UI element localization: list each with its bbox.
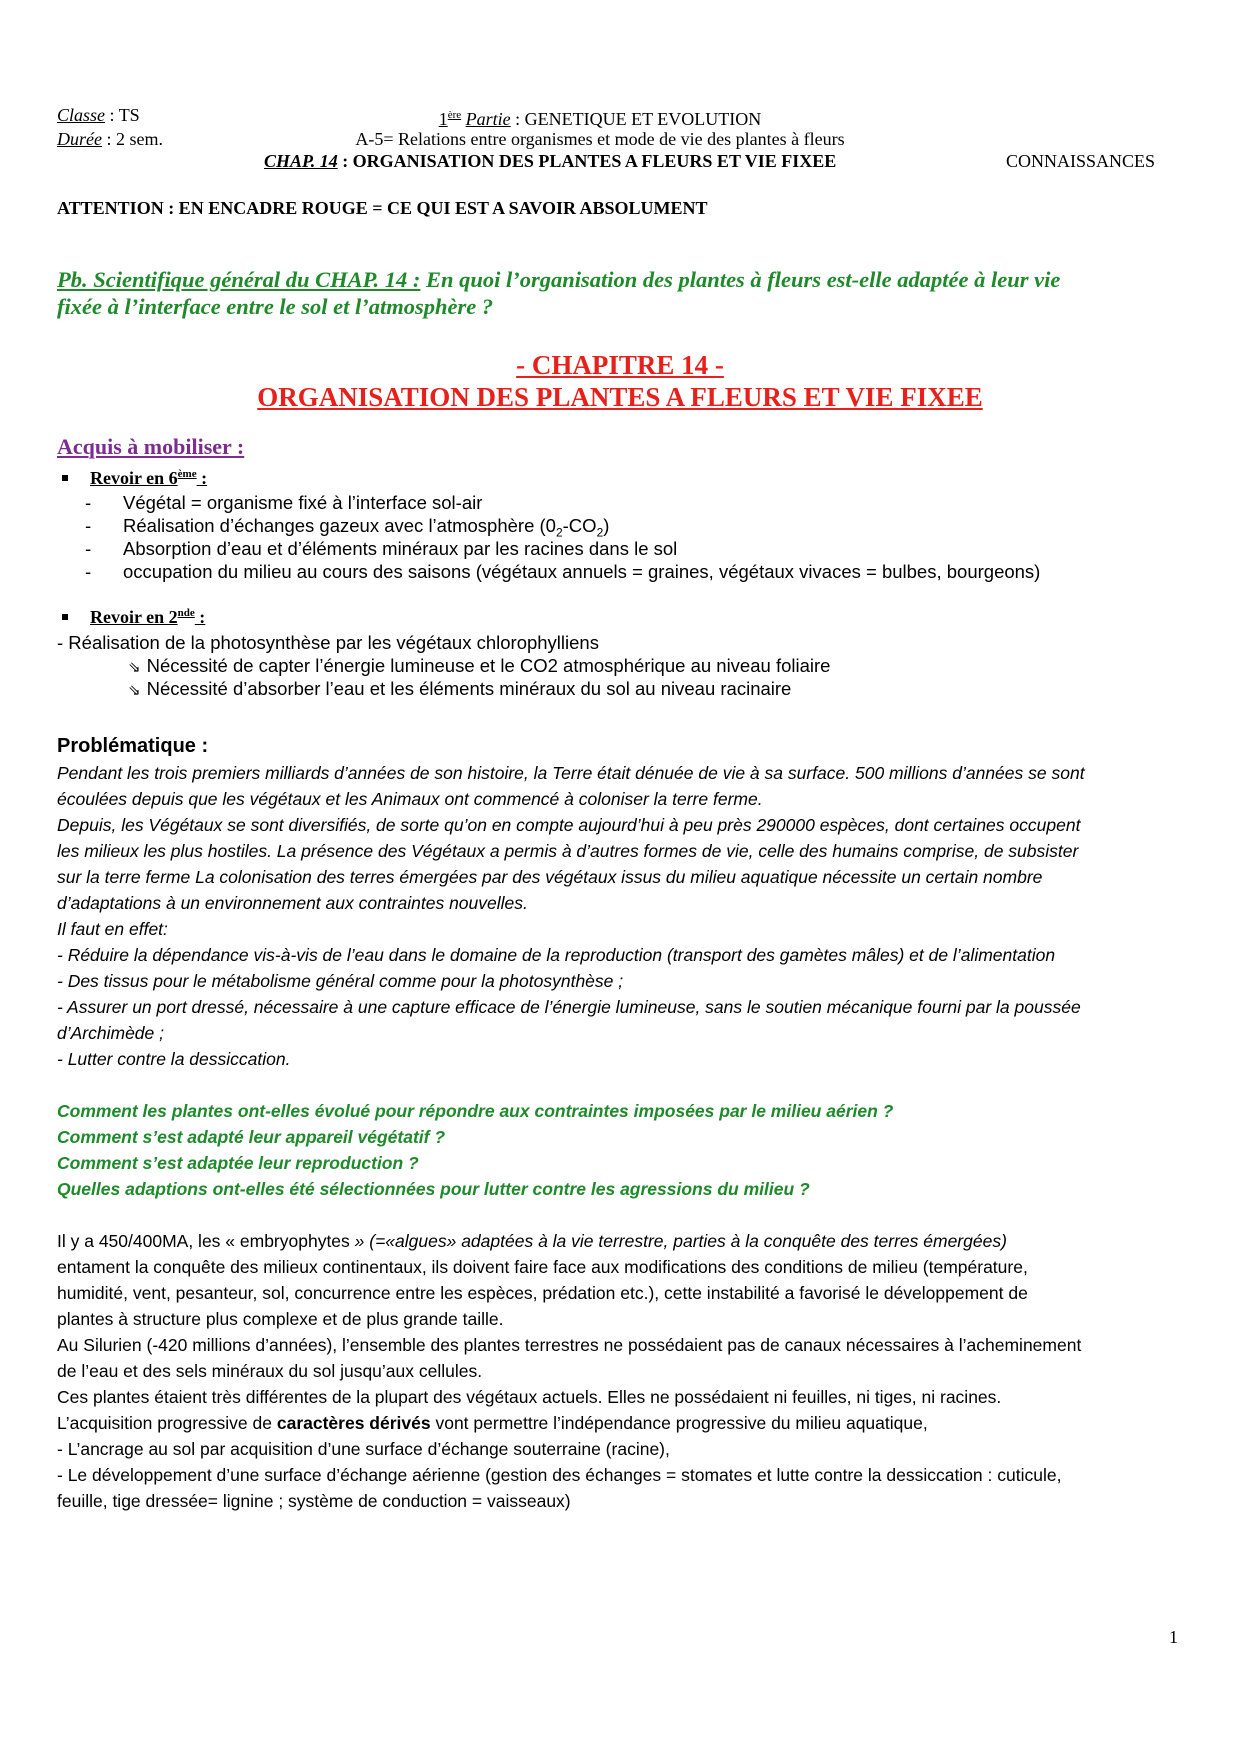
acquisition-text-end: vont permettre l’indépendance progressive du milieu aquatique,	[430, 1413, 928, 1433]
dash-bullet: -	[85, 515, 92, 536]
arrow-item-text: Nécessité de capter l’énergie lumineuse et le CO2 atmosphérique au niveau foliaire	[146, 655, 831, 676]
problematique-line: - Des tissus pour le métabolisme général comme pour la photosynthèse ;	[57, 971, 624, 991]
problematique-line: Pendant les trois premiers milliards d’années de son histoire, la Terre était dénuée de vie à sa surface. 500 millions d’années se sont	[57, 763, 1085, 783]
question-line: Quelles adaptions ont-elles été sélectionnées pour lutter contre les agressions du milieu ?	[57, 1179, 810, 1199]
photosynthese-line: - Réalisation de la photosynthèse par les végétaux chlorophylliens	[57, 632, 599, 653]
question-line: Comment s’est adaptée leur reproduction ?	[57, 1153, 419, 1173]
list-item	[0, 561, 1240, 583]
problematique-line: d’adaptations à un environnement aux contraintes nouvelles.	[57, 893, 528, 913]
hollow-arrow-icon: ⇘	[128, 659, 141, 676]
problematique-line: d’Archimède ;	[57, 1023, 164, 1043]
problematique-line: sur la terre ferme La colonisation des terres émergées par des végétaux issus du milieu aquatique nécessite un certain nombre	[57, 867, 1043, 887]
revoir-2nde-heading	[62, 607, 205, 628]
problematique-line: - Assurer un port dressé, nécessaire à une capture efficace de l’énergie lumineuse, sans le soutien mécanique fourni par la poussée	[57, 997, 1081, 1017]
co2-text: -CO	[562, 515, 597, 536]
section-heading: A-5= Relations entre organismes et mode de vie des plantes à fleurs	[355, 129, 845, 149]
classe-label: Classe	[57, 105, 106, 125]
revoir-2nde-label: Revoir en 2	[90, 607, 178, 627]
partie-label: Partie	[465, 109, 511, 129]
page-number: 1	[1169, 1627, 1178, 1647]
dash-bullet: -	[85, 492, 92, 513]
revoir-2nde-sup: nde	[177, 607, 195, 619]
revoir-6eme-colon: :	[196, 468, 208, 488]
list-item-text: Végétal = organisme fixé à l’interface sol-air	[123, 492, 483, 513]
chap-heading	[264, 150, 836, 172]
list-item	[0, 492, 1240, 514]
body-line	[57, 1410, 928, 1436]
body-line: Ces plantes étaient très différentes de la plupart des végétaux actuels. Elles ne possédaient ni feuilles, ni tiges, ni racines.	[57, 1387, 1002, 1407]
arrow-item	[128, 655, 830, 679]
attention-note: ATTENTION : EN ENCADRE ROUGE = CE QUI EST A SAVOIR ABSOLUMENT	[57, 198, 708, 218]
acquisition-text: L’acquisition progressive de	[57, 1413, 277, 1433]
arrow-item	[128, 678, 791, 702]
arrow-item-text: Nécessité d’absorber l’eau et les éléments minéraux du sol au niveau racinaire	[146, 678, 792, 699]
list-item-text: occupation du milieu au cours des saisons (végétaux annuels = graines, végétaux vivaces = bulbes, bourgeons)	[123, 561, 1041, 582]
chapter-title-line2: ORGANISATION DES PLANTES A FLEURS ET VIE FIXEE	[257, 382, 983, 412]
body-line	[57, 1228, 1007, 1254]
body-line-italic: » (=«algues» adaptées à la vie terrestre, parties à la conquête des terres émergées)	[354, 1231, 1007, 1251]
body-line: humidité, vent, pesanteur, sol, concurrence entre les espèces, prédation etc.), cette instabilité a favorisé le développement de	[57, 1283, 1028, 1303]
revoir-6eme-sup: ème	[177, 468, 197, 480]
partie-num: 1	[438, 109, 448, 129]
chap-label: CHAP. 14	[264, 151, 338, 171]
connaissances-tag: CONNAISSANCES	[1006, 151, 1156, 171]
list-item	[0, 515, 1240, 539]
dash-bullet: -	[85, 561, 92, 582]
acquis-title: Acquis à mobiliser :	[57, 434, 245, 459]
revoir-6eme-heading	[62, 468, 207, 489]
problematique-line: Il faut en effet:	[57, 919, 168, 939]
square-bullet-icon	[62, 475, 68, 481]
pb-label: Pb. Scientifique général du CHAP. 14 :	[57, 267, 421, 292]
problematique-title: Problématique :	[57, 735, 209, 757]
o2-subscript: 2	[555, 525, 563, 540]
body-line-start: Il y a 450/400MA, les « embryophytes	[57, 1231, 355, 1251]
problematique-line: - Réduire la dépendance vis-à-vis de l’eau dans le domaine de la reproduction (transport des gamètes mâles) et de l’alimentation	[57, 945, 1056, 965]
duree-label: Durée	[57, 129, 102, 149]
classe-value: : TS	[105, 105, 140, 125]
gas-close-paren: )	[603, 515, 610, 536]
body-line: - L’ancrage au sol par acquisition d’une surface d’échange souterraine (racine),	[57, 1439, 670, 1459]
body-line: entament la conquête des milieux continentaux, ils doivent faire face aux modifications des conditions de milieu (température,	[57, 1257, 1028, 1277]
partie-heading	[0, 104, 1200, 130]
body-line: - Le développement d’une surface d’échange aérienne (gestion des échanges = stomates et lutte contre la dessiccation : cuticule,	[57, 1465, 1062, 1485]
body-line: Au Silurien (-420 millions d’années), l’ensemble des plantes terrestres ne possédaient pas de canaux nécessaires à l’acheminement	[57, 1335, 1082, 1355]
square-bullet-icon	[62, 614, 68, 620]
partie-sup: ère	[447, 109, 462, 121]
chap-value: : ORGANISATION DES PLANTES A FLEURS ET VIE FIXEE	[337, 151, 837, 171]
gas-exchange-text: Réalisation d’échanges gazeux avec l’atmosphère (0	[123, 515, 556, 536]
dash-bullet: -	[85, 538, 92, 559]
hollow-arrow-icon: ⇘	[128, 682, 141, 699]
body-line: de l’eau et des sels minéraux du sol jusqu’aux cellules.	[57, 1361, 483, 1381]
duree-value: : 2 sem.	[101, 129, 163, 149]
pb-scientifique-line2: fixée à l’interface entre le sol et l’atmosphère ?	[57, 294, 494, 319]
body-line: plantes à structure plus complexe et de plus grande taille.	[57, 1309, 504, 1329]
list-item	[0, 538, 1240, 560]
list-item-text: Absorption d’eau et d’éléments minéraux par les racines dans le sol	[123, 538, 678, 559]
pb-text-1: En quoi l’organisation des plantes à fleurs est-elle adaptée à leur vie	[420, 267, 1061, 292]
pb-scientifique-line1	[57, 267, 1060, 293]
body-line: feuille, tige dressée= lignine ; système de conduction = vaisseaux)	[57, 1491, 571, 1511]
partie-value: : GENETIQUE ET EVOLUTION	[510, 109, 762, 129]
question-line: Comment s’est adapté leur appareil végétatif ?	[57, 1127, 446, 1147]
problematique-line: écoulées depuis que les végétaux et les Animaux ont commencé à coloniser la terre ferme.	[57, 789, 763, 809]
problematique-line: Depuis, les Végétaux se sont diversifiés, de sorte qu’on en compte aujourd’hui à peu près 290000 espèces, dont certaines occupent	[57, 815, 1081, 835]
revoir-6eme-label: Revoir en 6	[90, 468, 178, 488]
revoir-2nde-colon: :	[194, 607, 206, 627]
caracteres-derives: caractères dérivés	[276, 1413, 431, 1433]
question-line: Comment les plantes ont-elles évolué pour répondre aux contraintes imposées par le milieu aérien ?	[57, 1101, 894, 1121]
co2-subscript: 2	[596, 525, 604, 540]
problematique-line: les milieux les plus hostiles. La présence des Végétaux a permis à d’autres formes de vie, celle des humains comprise, de subsister	[57, 841, 1079, 861]
chapter-title-line1: - CHAPITRE 14 -	[516, 350, 724, 380]
problematique-line: - Lutter contre la dessiccation.	[57, 1049, 291, 1069]
